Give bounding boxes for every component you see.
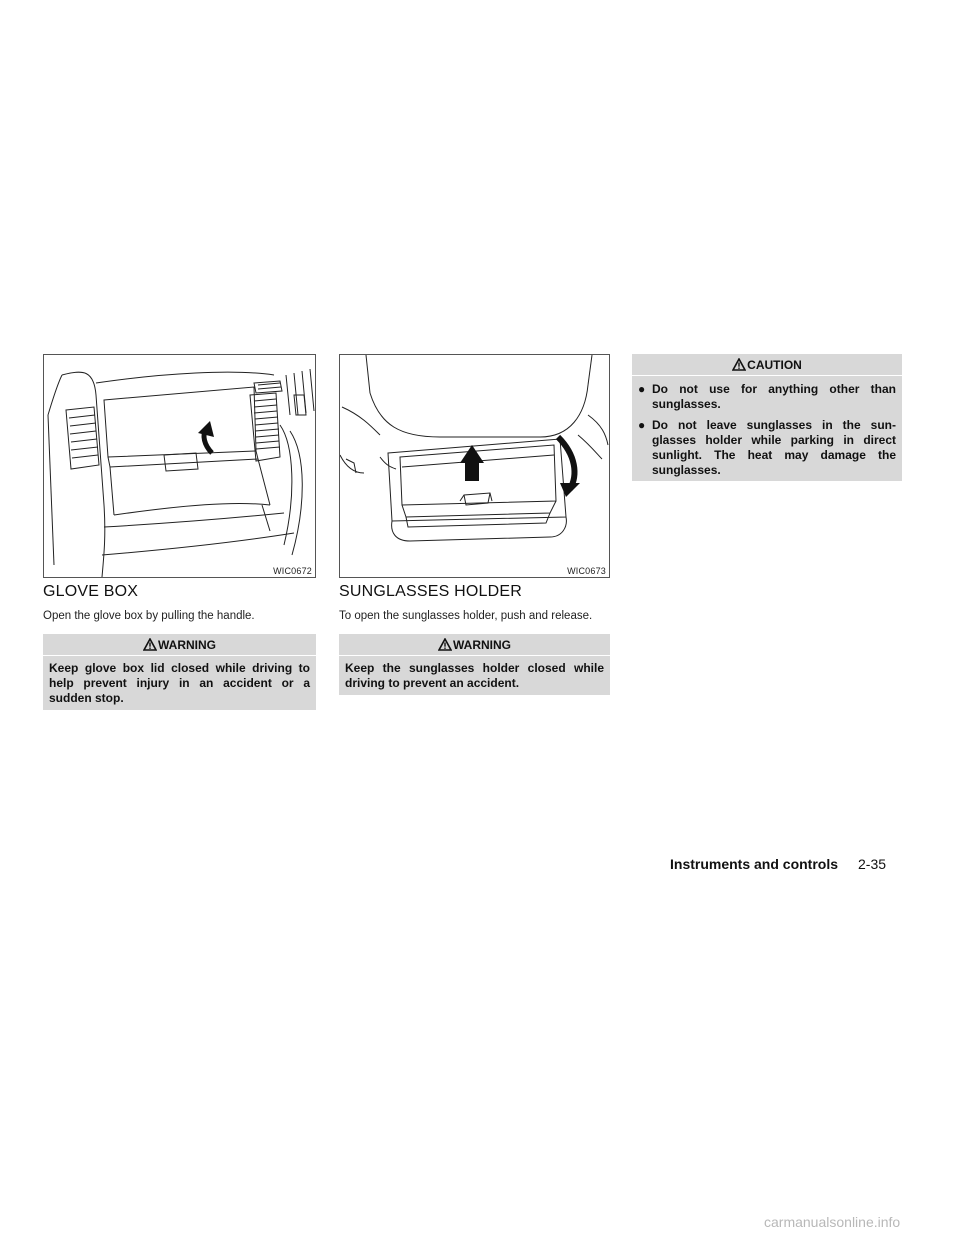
warning-text: Keep the sunglasses holder closed while driving to prevent an accident. [345, 661, 604, 690]
warning-title: WARNING [158, 637, 216, 652]
caution-box [632, 354, 902, 481]
bullet-icon: ● [638, 418, 646, 432]
warning-triangle-icon [438, 638, 452, 651]
warning-box [43, 634, 316, 710]
sunglasses-holder-figure [339, 354, 610, 578]
glove-box-figure [43, 354, 316, 578]
caution-list [632, 376, 902, 490]
footer-section-title: Instruments and controls [670, 856, 839, 872]
watermark: carmanualsonline.info [764, 1214, 901, 1230]
caution-title: CAUTION [747, 357, 802, 372]
warning-text: Keep glove box lid closed while driving to help prevent injury in an accident or a sudden stop. [49, 661, 310, 705]
warning-header [339, 634, 610, 656]
bullet-icon: ● [638, 382, 646, 396]
section-body: To open the sunglasses holder, push and release. [339, 610, 593, 622]
caution-item-text: Do not use for anything other than sunglasses. [652, 382, 896, 411]
page-number: 2-35 [858, 856, 887, 872]
figure-code: WIC0673 [567, 566, 606, 576]
figure-code: WIC0672 [273, 566, 312, 576]
warning-title: WARNING [453, 637, 511, 652]
caution-item [638, 418, 896, 478]
glove-box-illustration [44, 355, 315, 577]
caution-header [632, 354, 902, 376]
warning-triangle-icon [143, 638, 157, 651]
sunglasses-holder-illustration [340, 355, 609, 577]
warning-header [43, 634, 316, 656]
section-body: Open the glove box by pulling the handle. [43, 610, 255, 622]
caution-item-text: Do not leave sunglasses in the sun-glasses holder while parking in direct sunlight. The heat may damage the sunglasses. [652, 418, 896, 477]
section-heading: GLOVE BOX [43, 583, 139, 600]
caution-item [638, 382, 896, 412]
caution-triangle-icon [732, 358, 746, 371]
section-heading: SUNGLASSES HOLDER [339, 583, 523, 600]
warning-box [339, 634, 610, 695]
